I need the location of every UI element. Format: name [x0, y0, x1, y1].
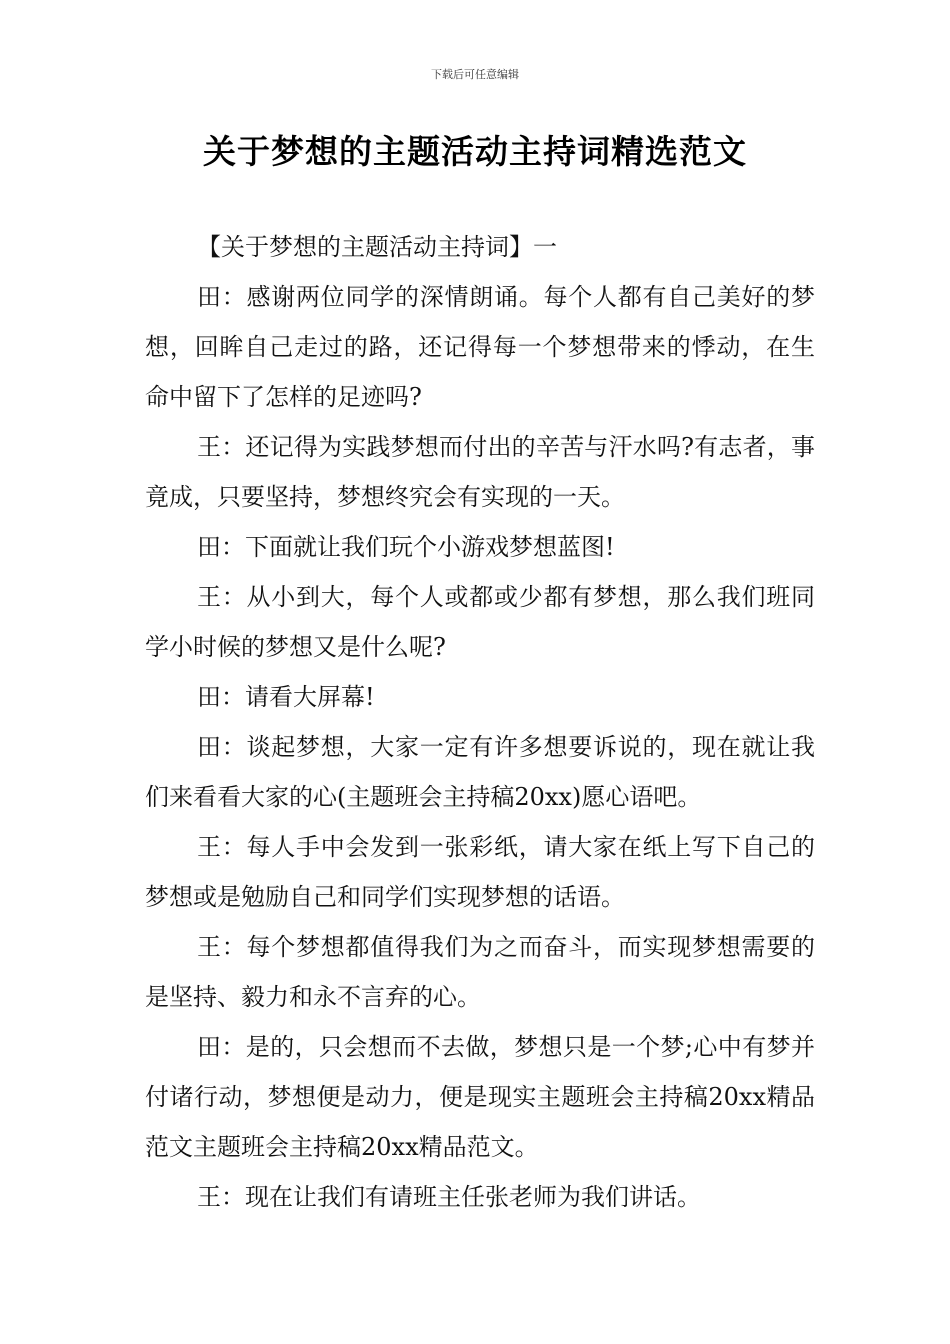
document-title: 关于梦想的主题活动主持词精选范文 — [203, 132, 747, 171]
header-note: 下载后可任意编辑 — [431, 68, 519, 81]
paragraph: 田：下面就让我们玩个小游戏梦想蓝图! — [197, 533, 615, 561]
document-body — [145, 222, 815, 1222]
paragraph: 田：请看大屏幕! — [197, 683, 375, 711]
paragraph-section-heading: 【关于梦想的主题活动主持词】一 — [197, 233, 557, 261]
paragraph: 王：还记得为实践梦想而付出的辛苦与汗水吗?有志者，事竟成，只要坚持，梦想终究会有实现的一天。 — [145, 433, 815, 511]
paragraph: 王：每个梦想都值得我们为之而奋斗，而实现梦想需要的是坚持、毅力和永不言弃的心。 — [145, 933, 815, 1011]
paragraph: 田：感谢两位同学的深情朗诵。每个人都有自己美好的梦想，回眸自己走过的路，还记得每一个梦想带来的悸动，在生命中留下了怎样的足迹吗? — [145, 283, 815, 411]
paragraph: 田：谈起梦想，大家一定有许多想要诉说的，现在就让我们来看看大家的心(主题班会主持稿20xx)愿心语吧。 — [145, 733, 815, 811]
paragraph: 王：每人手中会发到一张彩纸，请大家在纸上写下自己的梦想或是勉励自己和同学们实现梦想的话语。 — [145, 833, 815, 911]
paragraph: 王：从小到大，每个人或都或少都有梦想，那么我们班同学小时候的梦想又是什么呢? — [145, 583, 815, 661]
paragraph: 田：是的，只会想而不去做，梦想只是一个梦;心中有梦并付诸行动，梦想便是动力，便是现实主题班会主持稿20xx精品范文主题班会主持稿20xx精品范文。 — [145, 1033, 815, 1161]
paragraph: 王：现在让我们有请班主任张老师为我们讲话。 — [197, 1183, 701, 1211]
